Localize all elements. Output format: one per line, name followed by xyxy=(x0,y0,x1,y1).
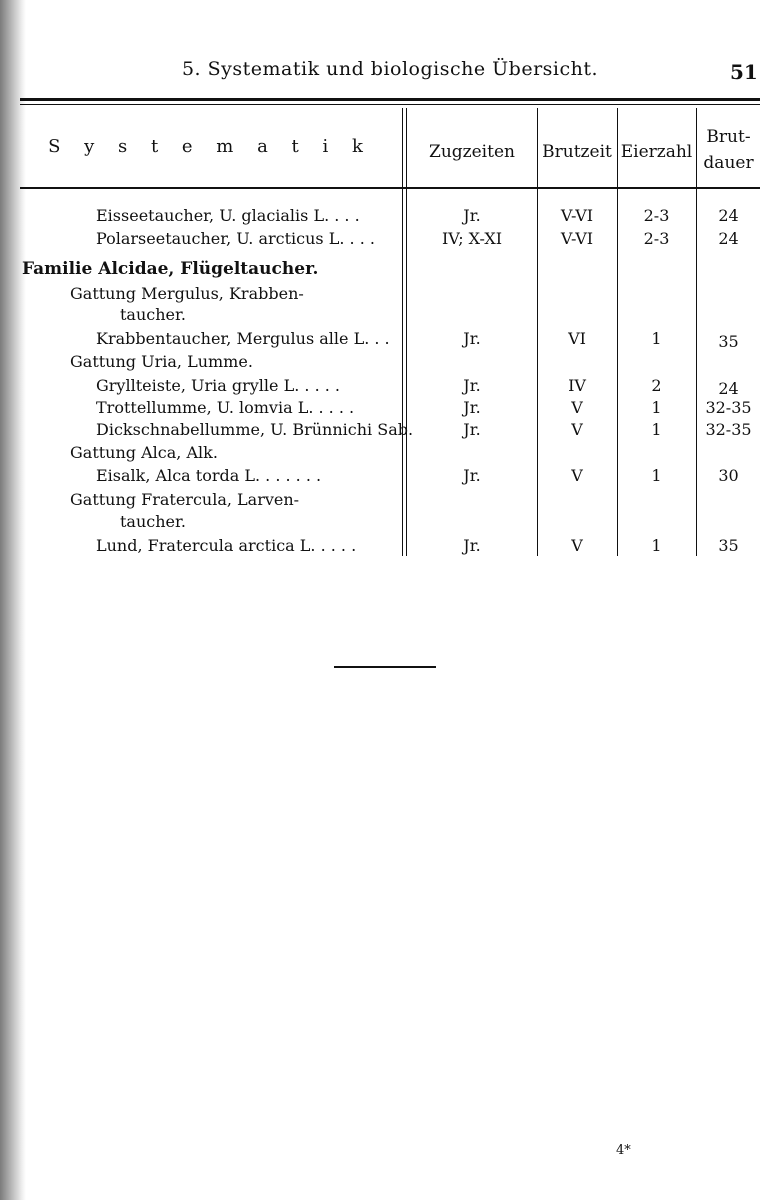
section-end-rule xyxy=(334,666,436,668)
table-row xyxy=(0,536,780,560)
brutdauer-cell: 24 xyxy=(718,206,739,225)
table-row xyxy=(0,229,780,253)
table-header-rule xyxy=(20,187,760,189)
header-rule-thin xyxy=(20,104,760,105)
species-name: Trottellumme, U. lomvia L. . . . . xyxy=(96,398,355,417)
column-header-zugzeiten: Zugzeiten xyxy=(429,142,515,162)
zugzeiten-cell: Jr. xyxy=(463,420,481,439)
brutzeit-cell: IV xyxy=(568,376,586,395)
eierzahl-cell: 2 xyxy=(651,376,662,395)
brutdauer-cell: 24 xyxy=(718,229,739,248)
zugzeiten-cell: IV; X-XI xyxy=(441,229,503,248)
species-name: Gryllteiste, Uria grylle L. . . . . xyxy=(96,376,340,395)
column-header-brutdauer-line2: dauer xyxy=(703,153,754,173)
brutdauer-cell: 32-35 xyxy=(705,420,752,439)
genus-heading: Gattung Uria, Lumme. xyxy=(70,352,253,371)
eierzahl-cell: 1 xyxy=(651,536,662,555)
printer-signature-mark: 4* xyxy=(616,1143,631,1158)
running-header: 5. Systematik und biologische Übersicht. xyxy=(181,58,599,80)
eierzahl-cell: 1 xyxy=(651,398,662,417)
brutzeit-cell: V xyxy=(571,466,583,485)
brutzeit-cell: V xyxy=(571,536,583,555)
table-row xyxy=(0,206,780,230)
table-row xyxy=(0,329,780,353)
genus-heading: Gattung Fratercula, Larven- xyxy=(70,490,300,509)
zugzeiten-cell: Jr. xyxy=(463,376,481,395)
eierzahl-cell: 2-3 xyxy=(643,206,670,225)
zugzeiten-cell: Jr. xyxy=(463,398,481,417)
brutdauer-cell: 35 xyxy=(718,332,739,351)
species-name: Polarseetaucher, U. arcticus L. . . . xyxy=(96,229,375,248)
column-header-brutdauer-line1: Brut- xyxy=(706,127,751,147)
column-header-brutzeit: Brutzeit xyxy=(542,142,612,162)
brutzeit-cell: VI xyxy=(568,329,586,348)
zugzeiten-cell: Jr. xyxy=(463,206,481,225)
species-name: Dickschnabellumme, U. Brünnichi Sab. xyxy=(96,420,414,439)
species-name: Eisseetaucher, U. glacialis L. . . . xyxy=(96,206,360,225)
brutdauer-cell: 24 xyxy=(718,379,739,398)
table-row xyxy=(0,420,780,444)
page-edge-shadow xyxy=(0,0,26,1200)
page-number: 51 xyxy=(730,60,758,84)
table-row xyxy=(0,376,780,400)
genus-heading-continuation: taucher. xyxy=(120,512,186,531)
family-heading: Familie Alcidae, Flügeltaucher. xyxy=(22,259,319,279)
table-row xyxy=(0,466,780,490)
brutzeit-cell: V-VI xyxy=(560,206,594,225)
zugzeiten-cell: Jr. xyxy=(463,329,481,348)
species-name: Eisalk, Alca torda L. . . . . . . xyxy=(96,466,322,485)
eierzahl-cell: 1 xyxy=(651,420,662,439)
column-header-brutdauer xyxy=(697,124,760,176)
brutzeit-cell: V xyxy=(571,420,583,439)
genus-heading: Gattung Mergulus, Krabben- xyxy=(70,284,304,303)
brutzeit-cell: V xyxy=(571,398,583,417)
brutdauer-cell: 30 xyxy=(718,466,739,485)
column-header-eierzahl: Eierzahl xyxy=(620,142,693,162)
header-rule-thick xyxy=(20,98,760,101)
table-row xyxy=(0,398,780,422)
species-name: Lund, Fratercula arctica L. . . . . xyxy=(96,536,357,555)
eierzahl-cell: 1 xyxy=(651,466,662,485)
zugzeiten-cell: Jr. xyxy=(463,466,481,485)
brutzeit-cell: V-VI xyxy=(560,229,594,248)
genus-heading: Gattung Alca, Alk. xyxy=(70,443,218,462)
brutdauer-cell: 35 xyxy=(718,536,739,555)
species-name: Krabbentaucher, Mergulus alle L. . . xyxy=(96,329,390,348)
brutdauer-cell: 32-35 xyxy=(705,398,752,417)
eierzahl-cell: 1 xyxy=(651,329,662,348)
eierzahl-cell: 2-3 xyxy=(643,229,670,248)
zugzeiten-cell: Jr. xyxy=(463,536,481,555)
column-header-systematik: S y s t e m a t i k xyxy=(48,136,372,157)
genus-heading-continuation: taucher. xyxy=(120,305,186,324)
